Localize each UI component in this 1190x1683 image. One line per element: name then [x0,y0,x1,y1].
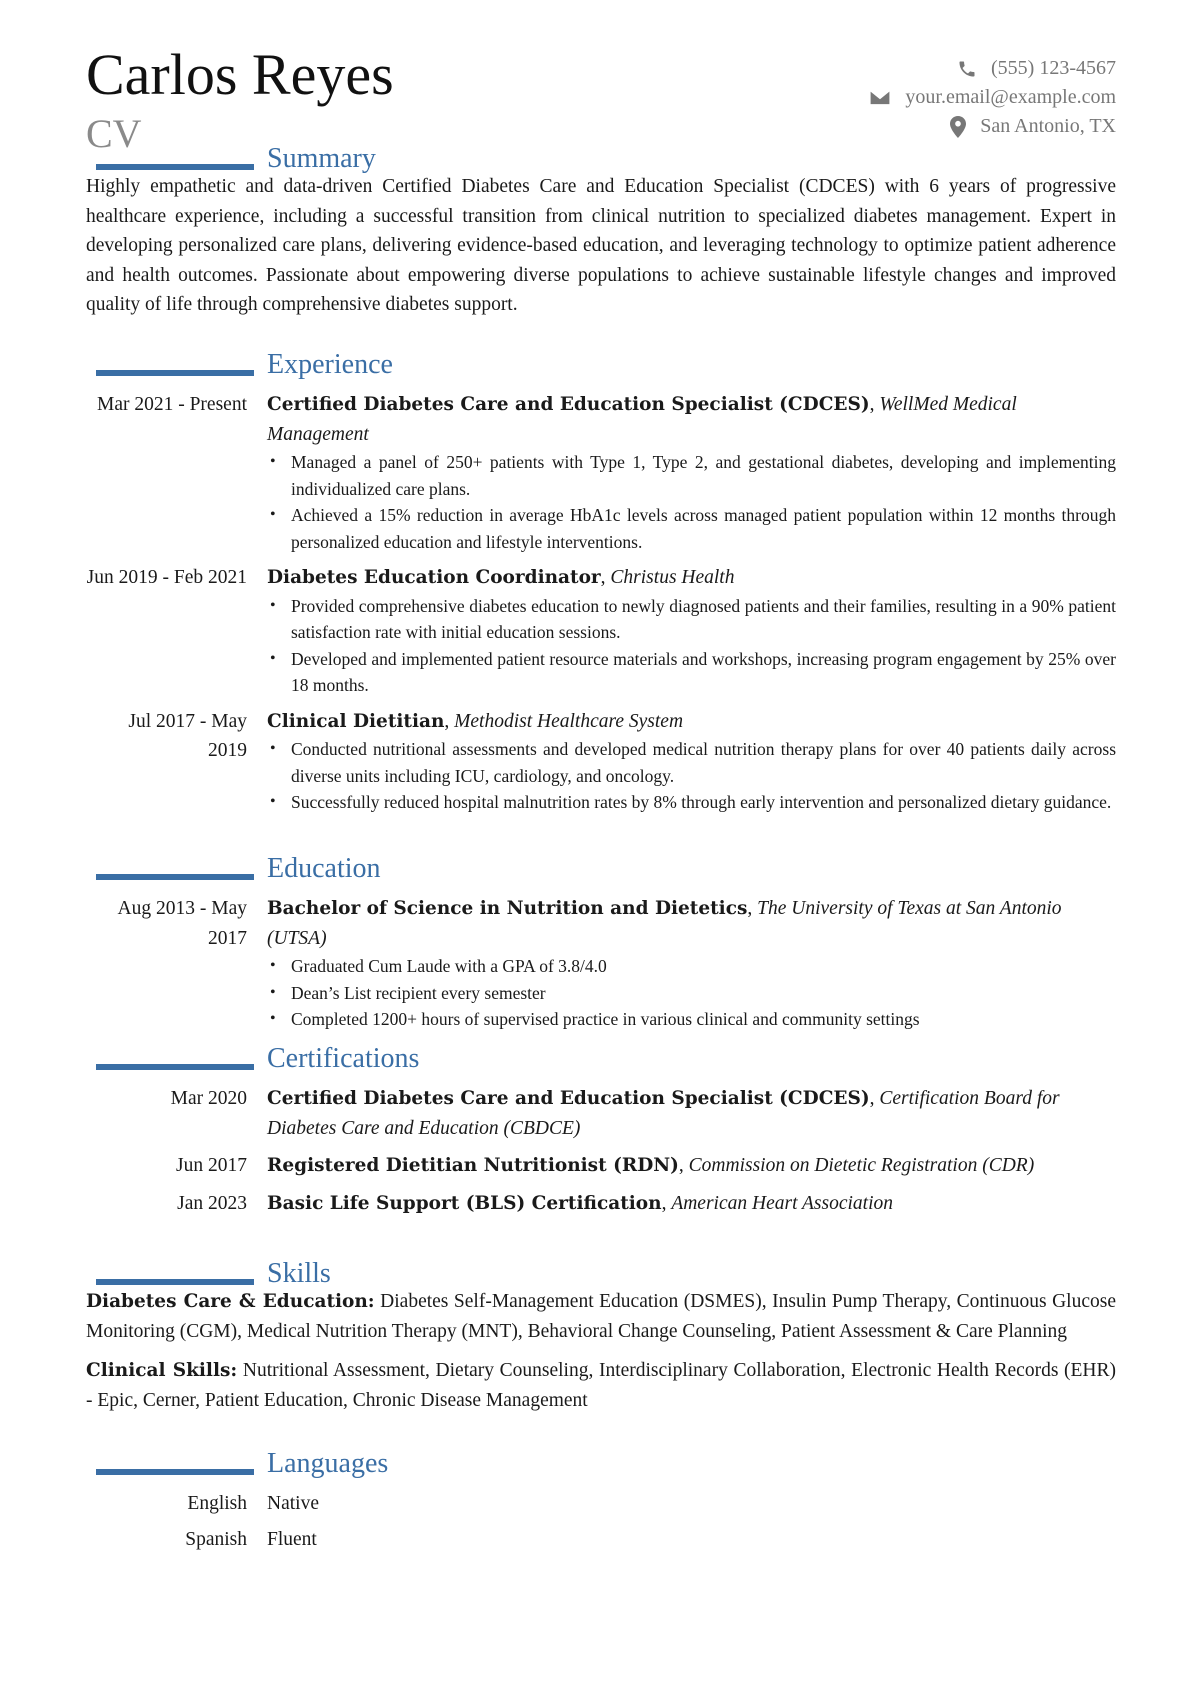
entry-bullets [267,953,1116,1033]
entry-role: Clinical Dietitian [267,710,445,732]
entry-content: Certified Diabetes Care and Education Specialist (CDCES), WellMed Medical Management • Managed a panel of 250+ patients with Type 1, Type 2, and gestational diabetes, developing and implementing individualized care plans. • Achieved a 15% reduction in average HbA1c levels across managed patient population within 12 months through personalized education and lifestyle interventions. [267,390,1116,555]
entry-bullets [267,449,1116,555]
language-level: Fluent [267,1528,317,1550]
language-entry [86,1489,1116,1519]
entry-content: Registered Dietitian Nutritionist (RDN), Commission on Dietetic Registration (CDR) [267,1155,1035,1176]
entry-role: Diabetes Education Coordinator [267,567,601,588]
skill-items: Nutritional Assessment, Dietary Counseling, Interdisciplinary Collaboration, Electronic Health Records (EHR) - Epic, Cerner, Patient Education, Chronic Disease Management [86,1360,1117,1411]
bullet-item: • Dean’s List recipient every semester [291,980,1116,1007]
bullet-item: • Completed 1200+ hours of supervised practice in various clinical and community settings [291,1006,1116,1033]
language-name: English [187,1493,247,1514]
section-accent-bar [96,1064,254,1070]
experience-section [86,350,1116,824]
languages-list [86,1489,1116,1554]
section-accent-bar [96,1279,254,1285]
languages-section [86,1449,1116,1560]
bullet-item: • Developed and implemented patient resource materials and workshops, increasing program engagement by 25% over 18 months. [291,646,1116,699]
section-accent-bar [96,1469,254,1475]
entry-content: Certified Diabetes Care and Education Specialist (CDCES), Certification Board for Diabetes Care and Education (CBDCE) [267,1088,1060,1139]
entry-bullets [267,736,1116,816]
skills-section [86,1259,1116,1425]
section-header [86,854,1116,888]
skill-group [86,1356,1116,1415]
entry-org: Christus Health [610,567,735,588]
section-accent-bar [96,164,254,170]
language-name: Spanish [185,1528,247,1550]
skill-items: Diabetes Self-Management Education (DSMES), Insulin Pump Therapy, Continuous Glucose Monitoring (CGM), Medical Nutrition Therapy (MNT), Behavioral Change Counseling, Patient Assessment & Care Planning [86,1291,1116,1342]
cert-issuer: American Heart Association [671,1192,894,1214]
entry-degree: Bachelor of Science in Nutrition and Dietetics [267,898,748,919]
entry-date: Mar 2020 [170,1088,247,1109]
phone-icon [957,59,977,79]
candidate-name: Carlos Reyes [86,42,394,107]
experience-entry [86,390,1116,555]
bullet-item: • Provided comprehensive diabetes education to newly diagnosed patients and their families, resulting in a 90% patient satisfaction rate with initial education sessions. [291,593,1116,646]
certification-entry [86,1084,1116,1143]
certification-entry [86,1151,1116,1181]
section-header [86,1259,1116,1293]
document-subtitle: CV [86,111,142,156]
section-title: Languages [267,1448,389,1479]
contact-phone [869,54,1116,83]
map-pin-icon [950,116,966,138]
experience-entry [86,563,1116,699]
entry-date: Jul 2017 - May 2019 [128,710,247,761]
entry-school: The University of Texas at San Antonio (UTSA) [267,898,1062,949]
skill-category: Diabetes Care & Education: [86,1291,375,1312]
education-section [86,854,1116,1041]
phone-text: (555) 123-4567 [991,57,1116,79]
cert-name: Registered Dietitian Nutritionist (RDN) [267,1155,679,1176]
section-title: Education [267,853,381,884]
entry-role: Certified Diabetes Care and Education Specialist (CDCES) [267,394,870,415]
envelope-icon [869,89,891,106]
entry-content: Diabetes Education Coordinator, Christus Health • Provided comprehensive diabetes education to newly diagnosed patients and their families, resulting in a 90% patient satisfaction rate with initial education sessions. • Developed and implemented patient resource materials and workshops, increasing program engagement by 25% over 18 months. [267,563,1116,699]
section-title: Experience [267,349,393,380]
entry-date: Jun 2019 - Feb 2021 [86,567,247,588]
experience-list [86,390,1116,816]
section-header [86,1449,1116,1483]
entry-content: Clinical Dietitian, Methodist Healthcare System • Conducted nutritional assessments and developed medical nutrition therapy plans for over 40 patients daily across diverse units including ICU, cardiology, and oncology. • Successfully reduced hospital malnutrition rates by 8% through early intervention and personalized dietary guidance. [267,707,1116,816]
section-accent-bar [96,370,254,376]
cert-issuer: Certification Board for Diabetes Care and Education (CBDCE) [267,1088,1060,1139]
certifications-section [86,1044,1116,1226]
experience-entry [86,707,1116,816]
summary-section [86,144,1116,320]
bullet-item: • Managed a panel of 250+ patients with Type 1, Type 2, and gestational diabetes, developing and implementing individualized care plans. [291,449,1116,502]
section-title: Summary [267,143,376,174]
certifications-list [86,1084,1116,1218]
summary-text: Highly empathetic and data-driven Certified Diabetes Care and Education Specialist (CDCES) with 6 years of progressive healthcare experience, including a successful transition from clinical nutrition to specialized diabetes management. Expert in developing personalized care plans, delivering evidence-based education, and leveraging technology to optimize patient adherence and health outcomes. Passionate about empowering diverse populations to achieve sustainable lifestyle changes and improved quality of life through comprehensive diabetes support. [86,176,1116,315]
section-header [86,144,1116,178]
skill-group [86,1287,1116,1346]
entry-date: Jan 2023 [177,1192,247,1214]
education-entry [86,894,1116,1033]
section-accent-bar [96,874,254,880]
section-title: Skills [267,1258,331,1289]
email-link[interactable]: your.email@example.com [905,86,1116,108]
section-header [86,1044,1116,1078]
language-entry [86,1525,1116,1555]
skills-list [86,1287,1116,1415]
education-list [86,894,1116,1033]
bullet-item: • Achieved a 15% reduction in average HbA1c levels across managed patient population within 12 months through personalized education and lifestyle interventions. [291,502,1116,555]
entry-date: Jun 2017 [176,1155,247,1176]
bullet-item: • Successfully reduced hospital malnutrition rates by 8% through early intervention and personalized dietary guidance. [291,789,1116,816]
section-header [86,350,1116,384]
bullet-item: • Conducted nutritional assessments and developed medical nutrition therapy plans for over 40 patients daily across diverse units including ICU, cardiology, and oncology. [291,736,1116,789]
skill-category: Clinical Skills: [86,1360,238,1381]
entry-org: WellMed Medical Management [267,394,1017,445]
language-level: Native [267,1493,319,1514]
cert-name: Basic Life Support (BLS) Certification [267,1192,662,1214]
cert-name: Certified Diabetes Care and Education Specialist (CDCES) [267,1088,870,1109]
entry-content: Bachelor of Science in Nutrition and Dietetics, The University of Texas at San Antonio (UTSA) • Graduated Cum Laude with a GPA of 3.8/4.0 • Dean’s List recipient every semester • Completed 1200+ hours of supervised practice in various clinical and community settings [267,894,1116,1033]
contact-location [869,112,1116,141]
entry-date: Aug 2013 - May 2017 [117,898,247,949]
entry-org: Methodist Healthcare System [454,710,684,732]
section-title: Certifications [267,1043,420,1074]
location-text: San Antonio, TX [980,115,1116,137]
entry-content: Basic Life Support (BLS) Certification, American Heart Association [267,1192,894,1214]
contact-email [869,83,1116,112]
certification-entry [86,1189,1116,1219]
contact-block [869,54,1116,141]
entry-bullets [267,593,1116,699]
entry-date: Mar 2021 - Present [96,394,247,415]
bullet-item: • Graduated Cum Laude with a GPA of 3.8/4.0 [291,953,1116,980]
cert-issuer: Commission on Dietetic Registration (CDR) [688,1155,1035,1176]
